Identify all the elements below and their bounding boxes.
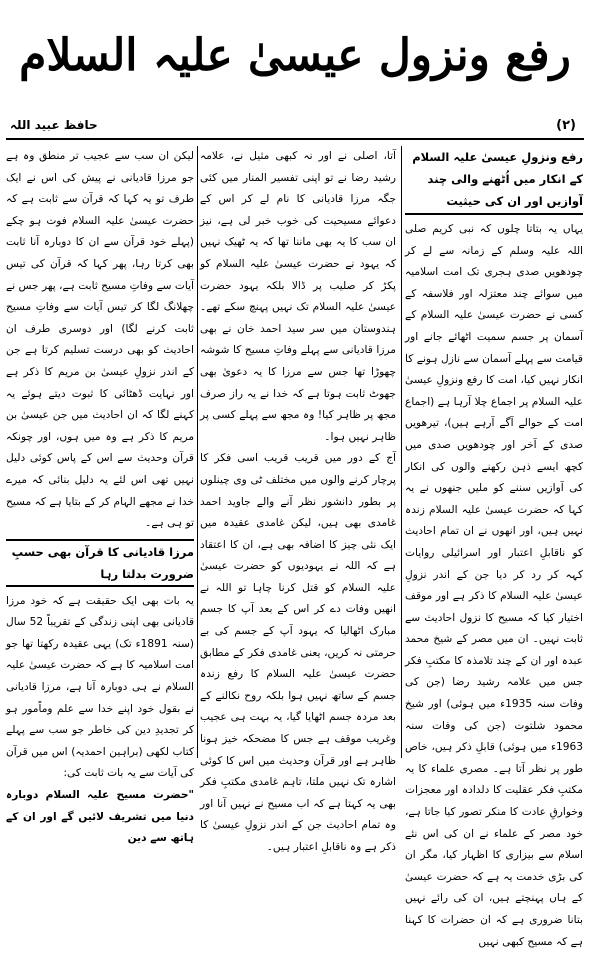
paragraph: یہاں یہ بتاتا چلوں کہ نبی کریم صلی اللہ علیہ وسلم کے زمانہ سے لے کر چودھویں صدی ہجری تک امت اسلامیہ میں سوائے چند معتزلہ اور فلاسفہ کے کسی نے حضرت عیسیٰ علیہ السلام کے آسمان پر جسم سمیت اٹھائے جانے اور قیامت سے پہلے آسمان سے نازل ہونے کا انکار نہیں کیا، امت کا رفع ونزولِ عیسیٰ علیہ السلام پر اجماع چلا آرہا ہے (اجماع امت کے حوالے آگے آرہے ہیں)، تیرھویں صدی کے آخر اور چودھویں صدی میں کچھ ایسے ذہن رکھنے والوں کی انکار کی آوازیں سننے کو ملیں جنھوں نے یہ کہا کہ حضرت عیسیٰ علیہ السلام زندہ نہیں ہیں، اور انھوں نے ان تمام احادیث کو ناقابلِ اعتبار اور اسرائیلی روایات کہہ کر رد کر دیا جن کے اندر نزولِ عیسیٰ علیہ السلام کا ذکر ہے اور موقف اختیار کیا کہ مسیح کا نزول احادیث سے ثابت نہیں۔ ان میں مصر کے شیخ محمد عبدہ اور ان کے چند تلامذہ کا مکتبِ فکر جس میں علامہ رشید رضا (جن کی وفات سنہ 1935ء میں ہوئی) اور شیخ محمود شلتوت (جن کی وفات سنہ 1963ء میں ہوئی) قابلِ ذکر ہیں، خاص طور پر نظر آتا ہے۔ مصری علماء کا یہ مکتبِ فکر عقلیت کا دلدادہ اور معجزات وخوارقِ عادت کا منکر تصور کیا جاتا ہے، خود مصر کے علماء نے ان کی اس نئے اسلام سے بیزاری کا اظہار کیا، مگر ان کی بڑی خدمت یہ ہے کہ حضرت عیسیٰ کے ہاں پہنچتے ہیں، ان کی رائے نہیں بتانا ضروری ہے کہ ان حضرات کا کہنا ہے کہ مسیح کبھی نہیں xyxy=(405,223,583,948)
paragraph: لیکن ان سب سے عجیب تر منطق وہ ہے جو مرزا قادیانی نے پیش کی اس نے ایک طرف تو یہ کہا کہ قرآن سے ثابت ہے کہ حضرت عیسیٰ علیہ السلام فوت ہو چکے (پہلے خود قرآن سے ان کا دوبارہ آنا ثابت بھی کرتا رہا، پھر کہا کہ قرآن کی تیس آیات سے وفاتِ مسیح ثابت ہے، پھر جس نے چھلانگ لگا کر تیس آیات سے وفاتِ مسیح ثابت کرنے لگا) اور دوسری طرف ان احادیث کو بھی درست تسلیم کرتا ہے جن کے اندر نزولِ عیسیٰ بن مریم کا ذکر ہے اور نہایت ڈھٹائی کا ثبوت دیتے ہوئے یہ کہنے لگا کہ ان احادیث میں جن عیسیٰ بن مریم کا ذکر ہے وہ میں ہوں، اور چونکہ قرآن وحدیث سے اس کے پاس کوئی دلیل نہیں تھی اس لئے یہ دلیل بنائی کہ میرے خدا نے مجھے الہام کر کے بتایا ہے کہ مسیح تو ہی ہے۔ xyxy=(6,150,194,530)
author-name: حافظ عبید اللہ xyxy=(10,118,98,132)
article-title: رفع ونزول عیسیٰ علیہ السلام xyxy=(19,30,571,81)
section-heading: رفع ونزولِ عیسیٰ علیہ السلام کے انکار میں اُٹھنے والی چند آوازیں اور ان کی حیثیت xyxy=(405,146,583,215)
column-divider xyxy=(197,146,198,758)
column-divider xyxy=(401,146,402,758)
paragraph: آج کے دور میں قریب قریب اسی فکر کا پرچار کرنے والوں میں مختلف ٹی وی چینلوں پر بطور دانشور نظر آنے والے جاوید احمد غامدی بھی ہیں، لیکن غامدی عقیدہ میں ایک نئی چیز کا اضافہ بھی ہے، ان کا اعتقاد ہے کہ اللہ نے یہودیوں کو حضرت عیسیٰ علیہ السلام کو قتل کرنا چاہا تو اللہ نے انھیں وفات دے کر اس کے بعد آپ کا جسم مبارک اٹھالیا کہ یہود آپ کے جسم کی بے حرمتی نہ کریں، یعنی غامدی فکر کے مطابق حضرت عیسیٰ علیہ السلام کا رفع زندہ جسم کے ساتھ نہیں ہوا بلکہ روح نکالنے کے بعد مردہ جسم اٹھایا گیا، یہ بہت ہی عجیب وغریب موقف ہے جس کا مضحکہ خیز ہونا ظاہر ہے اور قرآن وحدیث میں اس کا کوئی اشارہ تک نہیں ملتا، تاہم غامدی مکتبِ فکر بھی یہ کہتا ہے کہ اب مسیح نے نہیں آنا اور وہ تمام احادیث جن کے اندر نزولِ عیسیٰ کا ذکر ہے وہ ناقابلِ اعتبار ہیں۔ xyxy=(200,452,396,853)
header-rule xyxy=(6,138,584,140)
paragraph: یہ بات بھی ایک حقیقت ہے کہ خود مرزا قادیانی بھی اپنی زندگی کے تقریباً 52 سال (سنہ 1891ء تک) یہی عقیدہ رکھتا تھا جو امت اسلامیہ کا ہے کہ حضرت عیسیٰ علیہ السلام نے ہی دوبارہ آنا ہے، مرزا قادیانی نے بقول خود اپنے خدا سے علم وماًمور ہو کر تجدیدِ دین کی خاطر جو سب سے پہلے کتاب لکھی (براہین احمدیہ) اس میں قرآن کی آیات سے یہ بات ثابت کی: xyxy=(6,594,195,780)
column-middle xyxy=(200,146,396,853)
quote: "حضرت مسیح علیہ السلام دوبارہ دنیا میں تشریف لائیں گے اور ان کے ہاتھ سے دین xyxy=(6,789,194,845)
section-heading: مرزا قادیانی کا قرآن بھی حسبِ ضرورت بدلتا رہا xyxy=(6,539,194,587)
column-left xyxy=(6,146,195,845)
page-number: (۲) xyxy=(556,118,576,133)
paragraph: آتا، اصلی نے اور نہ کبھی مثیل نے، علامہ رشید رضا نے تو اپنی تفسیر المنار میں کئی جگہ مرزا قادیانی کا نام لے کر اس کے دعوائے مسیحیت کی خوب خبر لی ہے، نیز ان سب کا یہ بھی ماننا تھا کہ یہ ٹھیک نہیں کہ یہود نے حضرت عیسیٰ علیہ السلام کو پکڑ کر صلیب پر ڈالا بلکہ یہود حضرت عیسیٰ علیہ السلام تک نہیں پہنچ سکے تھے۔ ہندوستان میں سر سید احمد خان نے بھی مرزا قادیانی سے پہلے وفاتِ مسیح کا شوشہ چھوڑا تھا جس سے مرزا کا یہ دعویٰ بھی جھوٹ ثابت ہوتا ہے کہ خدا نے یہ راز صرف مجھ پر ظاہر کیا! وہ مجھ سے پہلے کسی پر ظاہر نہیں ہوا۔ xyxy=(200,150,396,443)
column-right xyxy=(405,146,583,948)
